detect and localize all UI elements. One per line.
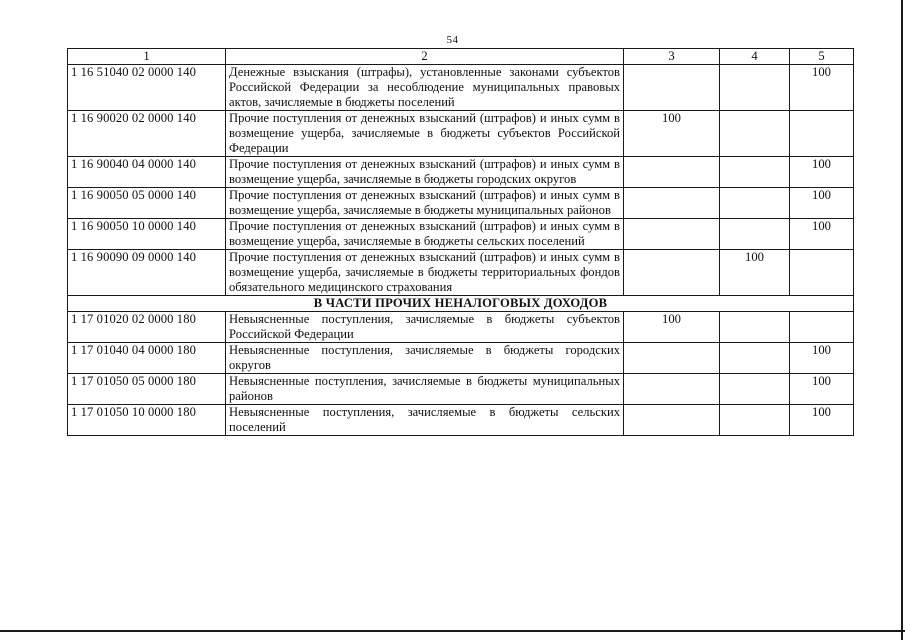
revenue-code: 1 17 01050 10 0000 180 <box>68 405 226 436</box>
revenue-code: 1 16 90040 04 0000 140 <box>68 157 226 188</box>
section-title: В ЧАСТИ ПРОЧИХ НЕНАЛОГОВЫХ ДОХОДОВ <box>68 296 854 312</box>
column-5-value: 100 <box>790 188 854 219</box>
revenue-description: Прочие поступления от денежных взысканий (штрафов) и иных сумм в возмещение ущерба, зачисляемые в бюджеты городских округов <box>226 157 624 188</box>
column-3-value <box>624 374 720 405</box>
column-header-4: 4 <box>720 49 790 65</box>
page-number: 54 <box>446 34 459 46</box>
column-4-value <box>720 312 790 343</box>
revenue-description: Невыясненные поступления, зачисляемые в бюджеты городских округов <box>226 343 624 374</box>
revenue-description: Прочие поступления от денежных взысканий (штрафов) и иных сумм в возмещение ущерба, зачисляемые в бюджеты территориальных фондов обязательного медицинского страхования <box>226 250 624 296</box>
column-header-3: 3 <box>624 49 720 65</box>
table-row <box>68 312 854 343</box>
revenue-code: 1 16 90020 02 0000 140 <box>68 111 226 157</box>
column-4-value <box>720 343 790 374</box>
column-5-value <box>790 312 854 343</box>
column-3-value <box>624 65 720 111</box>
column-3-value <box>624 188 720 219</box>
column-5-value: 100 <box>790 157 854 188</box>
section-header-row <box>68 296 854 312</box>
scan-border-right <box>901 0 903 640</box>
revenue-code: 1 16 90050 05 0000 140 <box>68 188 226 219</box>
column-4-value: 100 <box>720 250 790 296</box>
column-3-value: 100 <box>624 312 720 343</box>
table-row <box>68 188 854 219</box>
table-row <box>68 405 854 436</box>
column-3-value <box>624 405 720 436</box>
column-4-value <box>720 157 790 188</box>
table-row <box>68 111 854 157</box>
column-4-value <box>720 111 790 157</box>
table-row <box>68 374 854 405</box>
revenue-description: Невыясненные поступления, зачисляемые в бюджеты муниципальных районов <box>226 374 624 405</box>
revenue-description: Денежные взыскания (штрафы), установленные законами субъектов Российской Федерации за несоблюдение муниципальных правовых актов, зачисляемые в бюджеты поселений <box>226 65 624 111</box>
revenue-description: Прочие поступления от денежных взысканий (штрафов) и иных сумм в возмещение ущерба, зачисляемые в бюджеты субъектов Российской Федерации <box>226 111 624 157</box>
column-3-value <box>624 157 720 188</box>
table-header-row <box>68 49 854 65</box>
column-4-value <box>720 405 790 436</box>
budget-classification-table <box>67 48 854 436</box>
revenue-code: 1 16 90090 09 0000 140 <box>68 250 226 296</box>
column-5-value: 100 <box>790 405 854 436</box>
column-header-5: 5 <box>790 49 854 65</box>
table-row <box>68 343 854 374</box>
column-4-value <box>720 188 790 219</box>
column-5-value: 100 <box>790 219 854 250</box>
revenue-code: 1 17 01020 02 0000 180 <box>68 312 226 343</box>
revenue-code: 1 16 51040 02 0000 140 <box>68 65 226 111</box>
column-3-value <box>624 343 720 374</box>
column-5-value <box>790 250 854 296</box>
table-body <box>68 65 854 436</box>
column-5-value: 100 <box>790 65 854 111</box>
revenue-description: Прочие поступления от денежных взысканий (штрафов) и иных сумм в возмещение ущерба, зачисляемые в бюджеты сельских поселений <box>226 219 624 250</box>
table-row <box>68 65 854 111</box>
column-3-value <box>624 219 720 250</box>
column-5-value: 100 <box>790 343 854 374</box>
table-row <box>68 219 854 250</box>
column-3-value: 100 <box>624 111 720 157</box>
revenue-code: 1 17 01050 05 0000 180 <box>68 374 226 405</box>
column-4-value <box>720 219 790 250</box>
table-row <box>68 250 854 296</box>
column-4-value <box>720 65 790 111</box>
revenue-code: 1 17 01040 04 0000 180 <box>68 343 226 374</box>
column-4-value <box>720 374 790 405</box>
column-3-value <box>624 250 720 296</box>
revenue-description: Невыясненные поступления, зачисляемые в бюджеты субъектов Российской Федерации <box>226 312 624 343</box>
column-5-value: 100 <box>790 374 854 405</box>
column-header-1: 1 <box>68 49 226 65</box>
column-5-value <box>790 111 854 157</box>
table-row <box>68 157 854 188</box>
revenue-code: 1 16 90050 10 0000 140 <box>68 219 226 250</box>
scan-border-bottom <box>0 630 905 632</box>
column-header-2: 2 <box>226 49 624 65</box>
revenue-description: Прочие поступления от денежных взысканий (штрафов) и иных сумм в возмещение ущерба, зачисляемые в бюджеты муниципальных районов <box>226 188 624 219</box>
revenue-description: Невыясненные поступления, зачисляемые в бюджеты сельских поселений <box>226 405 624 436</box>
